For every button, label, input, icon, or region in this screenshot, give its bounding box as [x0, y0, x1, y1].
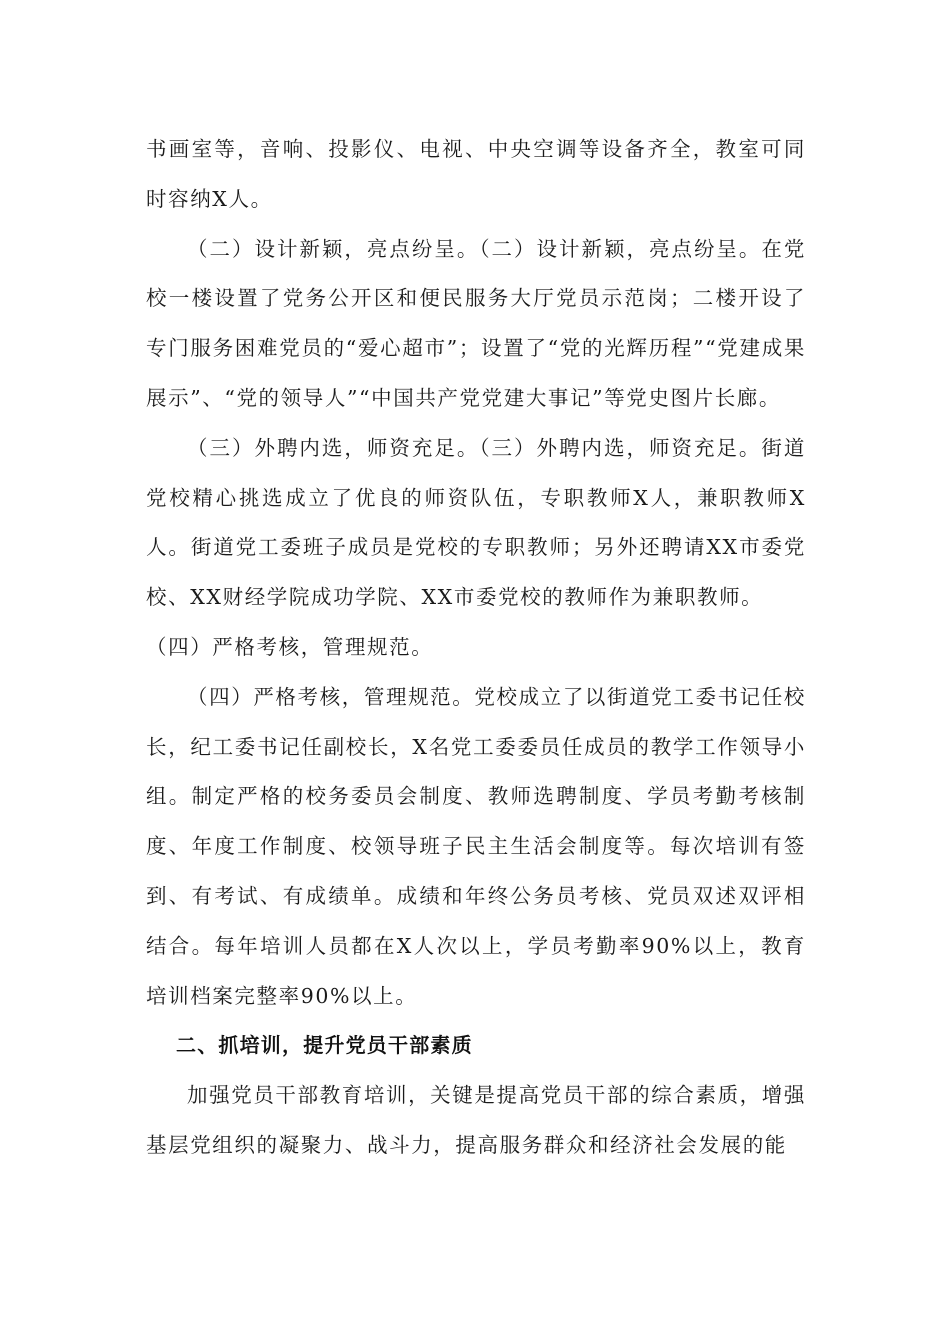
paragraph-continuation: 书画室等，音响、投影仪、电视、中央空调等设备齐全，教室可同时容纳X人。 [146, 137, 806, 211]
document-body [146, 125, 806, 1171]
paragraph-training: 加强党员干部教育培训，关键是提高党员干部的综合素质，增强基层党组织的凝聚力、战斗力，提高服务群众和经济社会发展的能 [146, 1083, 806, 1157]
subheading-assessment: （四）严格考核，管理规范。 [146, 634, 434, 659]
paragraph-design: （二）设计新颖，亮点纷呈。（二）设计新颖，亮点纷呈。在党校一楼设置了党务公开区和便民服务大厅党员示范岗；二楼开设了专门服务困难党员的“爱心超市”；设置了“党的光辉历程”“党建成果展示”、“党的领导人”“中国共产党党建大事记”等党史图片长廊。 [146, 236, 806, 410]
paragraph-teachers: （三）外聘内选，师资充足。（三）外聘内选，师资充足。街道党校精心挑选成立了优良的师资队伍，专职教师X人，兼职教师X人。街道党工委班子成员是党校的专职教师；另外还聘请XX市委党校、XX财经学院成功学院、XX市委党校的教师作为兼职教师。 [146, 435, 806, 610]
section-heading-training: 二、抓培训，提升党员干部素质 [176, 1033, 473, 1058]
paragraph-assessment: （四）严格考核，管理规范。党校成立了以街道党工委书记任校长，纪工委书记任副校长，X名党工委委员任成员的教学工作领导小组。制定严格的校务委员会制度、教师选聘制度、学员考勤考核制度、年度工作制度、校领导班子民主生活会制度等。每次培训有签到、有考试、有成绩单。成绩和年终公务员考核、党员双述双评相结合。每年培训人员都在X人次以上，学员考勤率90%以上，教育培训档案完整率90%以上。 [146, 684, 806, 1008]
